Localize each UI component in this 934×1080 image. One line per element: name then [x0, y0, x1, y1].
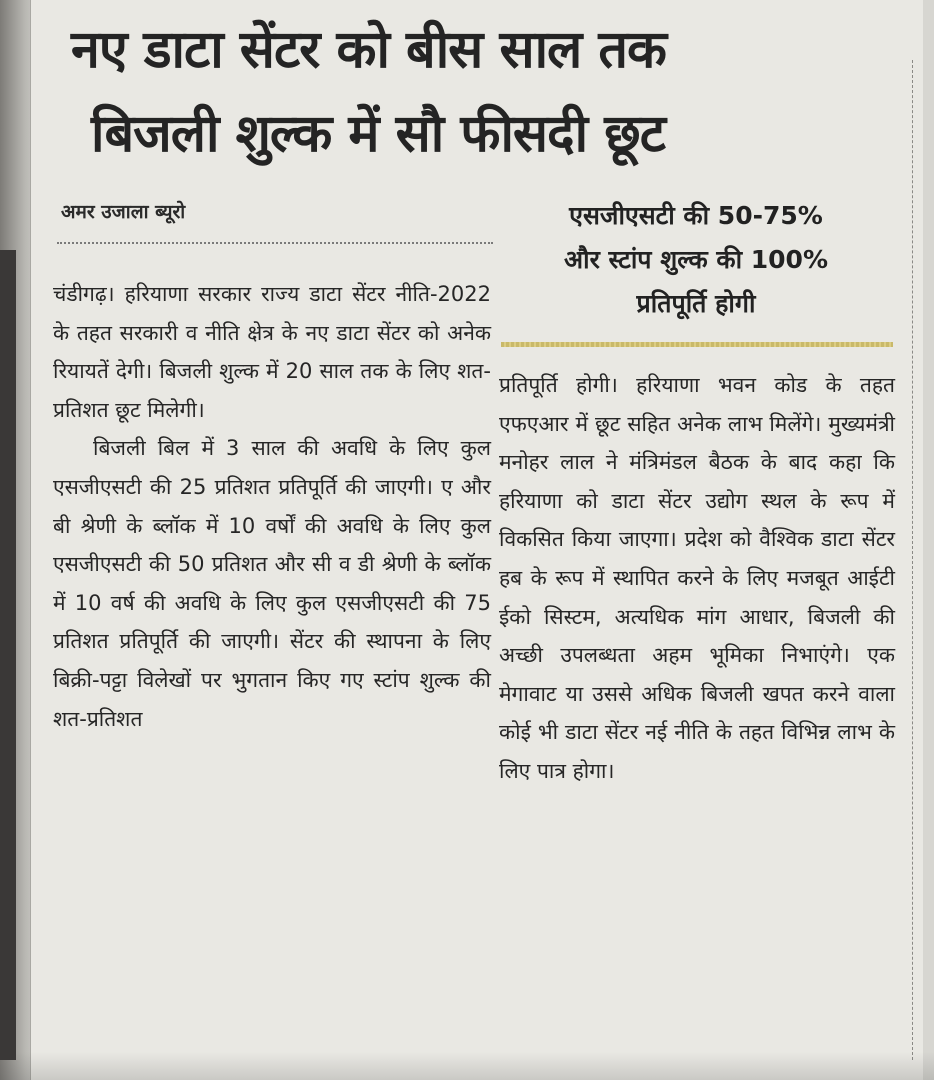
article-column-right: [499, 366, 895, 791]
bottom-shadow: [0, 1052, 934, 1080]
adjacent-page-shadow: [0, 250, 16, 1060]
article-paragraph: बिजली बिल में 3 साल की अवधि के लिए कुल एसजीएसटी की 25 प्रतिशत प्रतिपूर्ति की जाएगी। ए और बी श्रेणी के ब्लॉक में 10 वर्षों की अवधि के लिए कुल एसजीएसटी की 50 प्रतिशत और सी व डी श्रेणी के ब्लॉक में 10 वर्ष की अवधि के लिए कुल एसजीएसटी की 75 प्रतिशत प्रतिपूर्ति की जाएगी। सेंटर की स्थापना के लिए बिक्री-पट्टा विलेखों पर भुगतान किए गए स्टांप शुल्क की शत-प्रतिशत: [53, 436, 491, 731]
newspaper-clipping: [30, 0, 923, 1080]
article-column-left: [53, 275, 491, 738]
headline-line-2: बिजली शुल्क में सौ फीसदी छूट: [91, 104, 665, 164]
subheadline-line-2: और स्टांप शुल्क की 100%: [564, 245, 828, 274]
subheadline-line-1: एसजीएसटी की 50-75%: [569, 201, 823, 230]
subheadline: [501, 194, 891, 326]
subheadline-line-3: प्रतिपूर्ति होगी: [636, 289, 756, 318]
byline: अमर उजाला ब्यूरो: [61, 201, 186, 223]
headline-line-1: नए डाटा सेंटर को बीस साल तक: [71, 20, 666, 80]
byline-divider: [57, 242, 493, 244]
subheadline-divider: [501, 342, 893, 347]
cut-edge-line: [911, 60, 913, 1060]
article-paragraph: चंडीगढ़। हरियाणा सरकार राज्य डाटा सेंटर नीति-2022 के तहत सरकारी व नीति क्षेत्र के नए डाटा सेंटर को अनेक रियायतें देगी। बिजली शुल्क में 20 साल तक के लिए शत-प्रतिशत छूट मिलेगी।: [53, 282, 491, 422]
article-paragraph: प्रतिपूर्ति होगी। हरियाणा भवन कोड के तहत एफएआर में छूट सहित अनेक लाभ मिलेंगे। मुख्यमंत्री मनोहर लाल ने मंत्रिमंडल बैठक के बाद कहा कि हरियाणा को डाटा सेंटर उद्योग स्थल के रूप में विकसित किया जाएगा। प्रदेश को वैश्विक डाटा सेंटर हब के रूप में स्थापित करने के लिए मजबूत आईटी ईको सिस्टम, अत्यधिक मांग आधार, बिजली की अच्छी उपलब्धता अहम भूमिका निभाएंगे। एक मेगावाट या उससे अधिक बिजली खपत करने वाला कोई भी डाटा सेंटर नई नीति के तहत विभिन्न लाभ के लिए पात्र होगा।: [499, 373, 895, 783]
